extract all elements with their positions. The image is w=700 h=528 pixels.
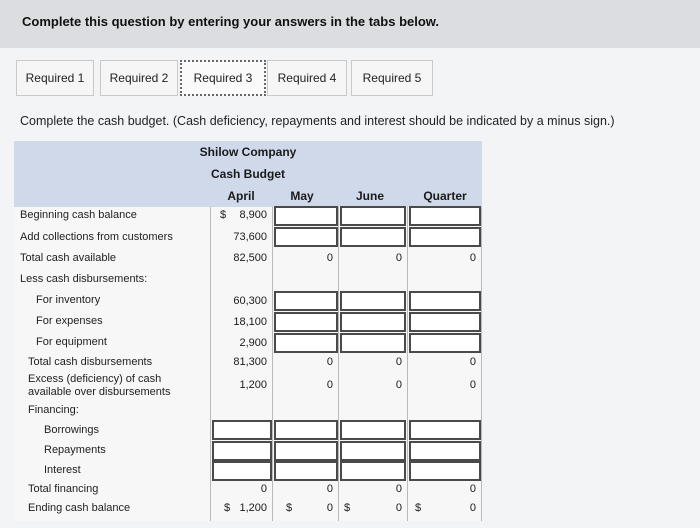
label-total-available: Total cash available — [20, 252, 117, 264]
label-borrowings: Borrowings — [44, 424, 100, 436]
cash-budget-sheet — [14, 141, 482, 521]
tab-required-5[interactable]: Required 5 — [351, 60, 433, 96]
total-financing-june: 0 — [395, 483, 402, 495]
collections-quarter-input[interactable] — [409, 227, 481, 247]
expenses-april: 18,100 — [233, 316, 267, 328]
dollar-sign: $ — [344, 502, 351, 514]
beginning-cash-april: 8,900 — [239, 209, 267, 221]
dollar-sign: $ — [415, 502, 422, 514]
dollar-sign: $ — [220, 209, 227, 221]
beginning-cash-may-input[interactable] — [274, 206, 338, 226]
inventory-april: 60,300 — [233, 295, 267, 307]
equipment-june-input[interactable] — [340, 333, 406, 353]
total-available-june: 0 — [395, 252, 402, 264]
col-june: June — [355, 189, 384, 203]
equipment-quarter-input[interactable] — [409, 333, 481, 353]
total-disb-june: 0 — [395, 356, 402, 368]
tab-required-2[interactable]: Required 2 — [100, 60, 178, 96]
collections-june-input[interactable] — [340, 227, 406, 247]
beginning-cash-june-input[interactable] — [340, 206, 406, 226]
company-name: Shilow Company — [14, 141, 482, 163]
borrowings-april-input[interactable] — [212, 420, 272, 440]
borrowings-june-input[interactable] — [340, 420, 406, 440]
sheet-title: Cash Budget — [14, 163, 482, 185]
inventory-may-input[interactable] — [274, 291, 338, 311]
label-interest: Interest — [44, 464, 81, 476]
label-ending-cash: Ending cash balance — [28, 502, 131, 514]
label-excess-2: available over disbursements — [28, 386, 171, 398]
inventory-june-input[interactable] — [340, 291, 406, 311]
inventory-quarter-input[interactable] — [409, 291, 481, 311]
total-financing-april: 0 — [260, 483, 267, 495]
ending-cash-quarter: 0 — [469, 502, 476, 514]
total-disb-may: 0 — [326, 356, 333, 368]
interest-april-input[interactable] — [212, 461, 272, 481]
total-disb-april: 81,300 — [233, 356, 267, 368]
total-available-april: 82,500 — [233, 252, 267, 264]
equipment-april: 2,900 — [239, 337, 267, 349]
interest-quarter-input[interactable] — [409, 461, 481, 481]
label-repayments: Repayments — [44, 444, 106, 456]
ending-cash-april: 1,200 — [239, 502, 267, 514]
dollar-sign: $ — [224, 502, 231, 514]
label-collections: Add collections from customers — [20, 231, 173, 243]
label-total-disbursements: Total cash disbursements — [28, 356, 153, 368]
total-disb-quarter: 0 — [469, 356, 476, 368]
borrowings-may-input[interactable] — [274, 420, 338, 440]
tab-required-3[interactable]: Required 3 — [180, 60, 266, 96]
label-inventory: For inventory — [36, 294, 101, 306]
label-financing: Financing: — [28, 404, 79, 416]
ending-cash-june: 0 — [395, 502, 402, 514]
interest-june-input[interactable] — [340, 461, 406, 481]
instruction-text: Complete the cash budget. (Cash deficiency, repayments and interest should be indicated by a minus sign.) — [20, 114, 615, 128]
total-available-quarter: 0 — [469, 252, 476, 264]
repayments-april-input[interactable] — [212, 441, 272, 461]
tab-bar — [8, 48, 700, 108]
tab-required-4[interactable]: Required 4 — [267, 60, 347, 96]
total-available-may: 0 — [326, 252, 333, 264]
excess-quarter: 0 — [469, 379, 476, 391]
ending-cash-may: 0 — [326, 502, 333, 514]
equipment-may-input[interactable] — [274, 333, 338, 353]
label-excess-1: Excess (deficiency) of cash — [28, 373, 162, 385]
expenses-quarter-input[interactable] — [409, 312, 481, 332]
collections-may-input[interactable] — [274, 227, 338, 247]
expenses-june-input[interactable] — [340, 312, 406, 332]
tab-required-1[interactable]: Required 1 — [16, 60, 94, 96]
excess-may: 0 — [326, 379, 333, 391]
excess-june: 0 — [395, 379, 402, 391]
interest-may-input[interactable] — [274, 461, 338, 481]
label-equipment: For equipment — [36, 336, 107, 348]
repayments-quarter-input[interactable] — [409, 441, 481, 461]
collections-april: 73,600 — [233, 231, 267, 243]
label-less-disbursements: Less cash disbursements: — [20, 273, 148, 285]
total-financing-quarter: 0 — [469, 483, 476, 495]
beginning-cash-quarter-input[interactable] — [409, 206, 481, 226]
borrowings-quarter-input[interactable] — [409, 420, 481, 440]
question-text: Complete this question by entering your answers in the tabs below. — [22, 14, 440, 29]
label-expenses: For expenses — [36, 315, 103, 327]
label-total-financing: Total financing — [28, 483, 99, 495]
col-april: April — [227, 189, 255, 203]
question-banner — [0, 0, 700, 48]
expenses-may-input[interactable] — [274, 312, 338, 332]
excess-april: 1,200 — [239, 379, 267, 391]
dollar-sign: $ — [286, 502, 293, 514]
label-beginning-cash: Beginning cash balance — [20, 209, 137, 221]
repayments-may-input[interactable] — [274, 441, 338, 461]
col-may: May — [290, 189, 314, 203]
col-quarter: Quarter — [423, 189, 467, 203]
total-financing-may: 0 — [326, 483, 333, 495]
repayments-june-input[interactable] — [340, 441, 406, 461]
